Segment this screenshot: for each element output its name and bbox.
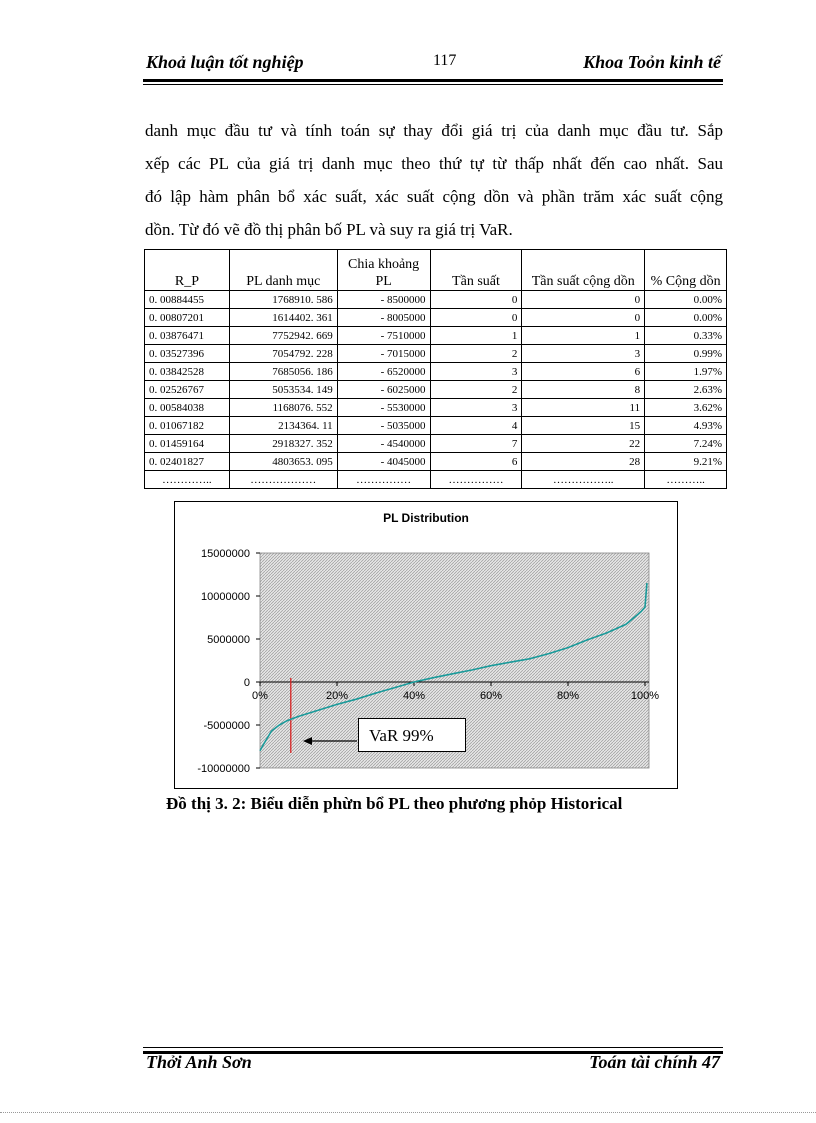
table-row: [145, 471, 727, 489]
table-cell: ……………: [430, 471, 522, 489]
table-cell: 22: [522, 435, 645, 453]
paragraph-line: dồn. Từ đó vẽ đồ thị phân bố PL và suy ra giá trị VaR.: [145, 220, 513, 239]
table-cell: 0. 01459164: [145, 435, 230, 453]
table-cell: 1768910. 586: [229, 291, 337, 309]
table-row: [145, 309, 727, 327]
page-edge: [0, 1112, 816, 1113]
footer-right: Toán tài chính 47: [589, 1052, 720, 1072]
col-header: Chia khoảng PL: [337, 250, 430, 291]
table-cell: 0.00%: [645, 309, 727, 327]
header-right: Khoa Toỏn kinh tế: [583, 52, 721, 72]
table-cell: ……………..: [522, 471, 645, 489]
table-row: [145, 327, 727, 345]
paragraph-line: đó lập hàm phân bổ xác suất, xác suất cộng dồn và phần trăm xác suất cộng: [145, 187, 723, 206]
table-cell: 4: [430, 417, 522, 435]
paragraph-line: danh mục đầu tư và tính toán sự thay đổi giá trị của danh mục đầu tư. Sắp: [145, 121, 723, 140]
table-cell: 0.00%: [645, 291, 727, 309]
table-cell: 2134364. 11: [229, 417, 337, 435]
var-annotation: VaR 99%: [358, 718, 466, 752]
col-header: % Cộng dồn: [645, 250, 727, 291]
table-row: [145, 363, 727, 381]
table-cell: 3: [430, 363, 522, 381]
table-cell: 4.93%: [645, 417, 727, 435]
y-tick-label: -5000000: [203, 720, 250, 732]
x-tick-label: 80%: [556, 690, 580, 702]
table-cell: ………..: [645, 471, 727, 489]
table-cell: 0. 00884455: [145, 291, 230, 309]
table-cell: 6: [430, 453, 522, 471]
table-cell: 15: [522, 417, 645, 435]
table-row: [145, 291, 727, 309]
table-row: [145, 435, 727, 453]
y-tick-label: -10000000: [197, 763, 250, 775]
table-cell: 0. 01067182: [145, 417, 230, 435]
table-cell: 0. 03842528: [145, 363, 230, 381]
table-row: [145, 453, 727, 471]
table-cell: 3.62%: [645, 399, 727, 417]
table-row: [145, 345, 727, 363]
y-tick-label: 0: [243, 677, 250, 689]
table-cell: 0: [430, 291, 522, 309]
table-cell: ……………: [337, 471, 430, 489]
table-cell: 0. 03876471: [145, 327, 230, 345]
y-tick-label: 5000000: [207, 634, 250, 646]
table-cell: 5053534. 149: [229, 381, 337, 399]
table-cell: 3: [522, 345, 645, 363]
table-cell: 0. 00807201: [145, 309, 230, 327]
table-row: [145, 381, 727, 399]
table-cell: 0. 03527396: [145, 345, 230, 363]
table-cell: ………………: [229, 471, 337, 489]
table-cell: 3: [430, 399, 522, 417]
x-tick-label: 0%: [252, 690, 268, 702]
body-paragraph: [145, 114, 723, 246]
table-cell: 6: [522, 363, 645, 381]
table-cell: 0. 02526767: [145, 381, 230, 399]
table-cell: - 4540000: [337, 435, 430, 453]
header-left: Khoả luận tốt nghiệp: [146, 52, 304, 72]
page-number: 117: [433, 52, 457, 69]
table-cell: - 5035000: [337, 417, 430, 435]
table-cell: 7.24%: [645, 435, 727, 453]
table-cell: - 6025000: [337, 381, 430, 399]
footer-rule-thin: [143, 1047, 723, 1048]
y-tick-label: 10000000: [201, 591, 250, 603]
header-rule-thin: [143, 84, 723, 85]
table-cell: - 6520000: [337, 363, 430, 381]
table-cell: 7054792. 228: [229, 345, 337, 363]
col-header: Tần suất cộng dồn: [522, 250, 645, 291]
table-cell: 1.97%: [645, 363, 727, 381]
table-cell: - 8005000: [337, 309, 430, 327]
footer-left: Thởi Anh Sơn: [146, 1052, 252, 1072]
table-header-row: [145, 250, 727, 291]
table-cell: 0.33%: [645, 327, 727, 345]
pl-table: [144, 249, 727, 489]
col-header: PL danh mục: [229, 250, 337, 291]
table-cell: - 4045000: [337, 453, 430, 471]
table-cell: 0. 02401827: [145, 453, 230, 471]
y-tick-label: 15000000: [201, 548, 250, 560]
table-cell: 28: [522, 453, 645, 471]
table-cell: 9.21%: [645, 453, 727, 471]
table-cell: 7: [430, 435, 522, 453]
x-tick-label: 100%: [630, 690, 660, 702]
table-cell: 0: [522, 291, 645, 309]
table-cell: 7685056. 186: [229, 363, 337, 381]
table-cell: 0. 00584038: [145, 399, 230, 417]
table-cell: 1: [522, 327, 645, 345]
table-cell: 2.63%: [645, 381, 727, 399]
x-tick-label: 60%: [479, 690, 503, 702]
table-row: [145, 417, 727, 435]
table-cell: - 8500000: [337, 291, 430, 309]
col-header: Tần suất: [430, 250, 522, 291]
table-cell: 7752942. 669: [229, 327, 337, 345]
table-cell: 2: [430, 381, 522, 399]
table-cell: 1614402. 361: [229, 309, 337, 327]
table-cell: 8: [522, 381, 645, 399]
table-cell: 1168076. 552: [229, 399, 337, 417]
paragraph-line: xếp các PL của giá trị danh mục theo thứ tự từ thấp nhất đến cao nhất. Sau: [145, 154, 723, 173]
table-cell: 0: [430, 309, 522, 327]
table-cell: 1: [430, 327, 522, 345]
figure-caption: Đồ thị 3. 2: Biểu diễn phừn bổ PL theo phương phỏp Historical: [166, 794, 623, 813]
table-cell: 2: [430, 345, 522, 363]
table-cell: 11: [522, 399, 645, 417]
header-rule: [143, 79, 723, 82]
chart-title: PL Distribution: [383, 511, 469, 525]
table-cell: - 5530000: [337, 399, 430, 417]
table-row: [145, 399, 727, 417]
table-cell: 0: [522, 309, 645, 327]
page-header: [143, 50, 723, 78]
table-cell: 0.99%: [645, 345, 727, 363]
x-tick-label: 40%: [402, 690, 426, 702]
table-cell: 4803653. 095: [229, 453, 337, 471]
table-cell: 2918327. 352: [229, 435, 337, 453]
table-cell: - 7015000: [337, 345, 430, 363]
x-tick-label: 20%: [325, 690, 349, 702]
col-header: R_P: [145, 250, 230, 291]
table-cell: …………..: [145, 471, 230, 489]
table-cell: - 7510000: [337, 327, 430, 345]
